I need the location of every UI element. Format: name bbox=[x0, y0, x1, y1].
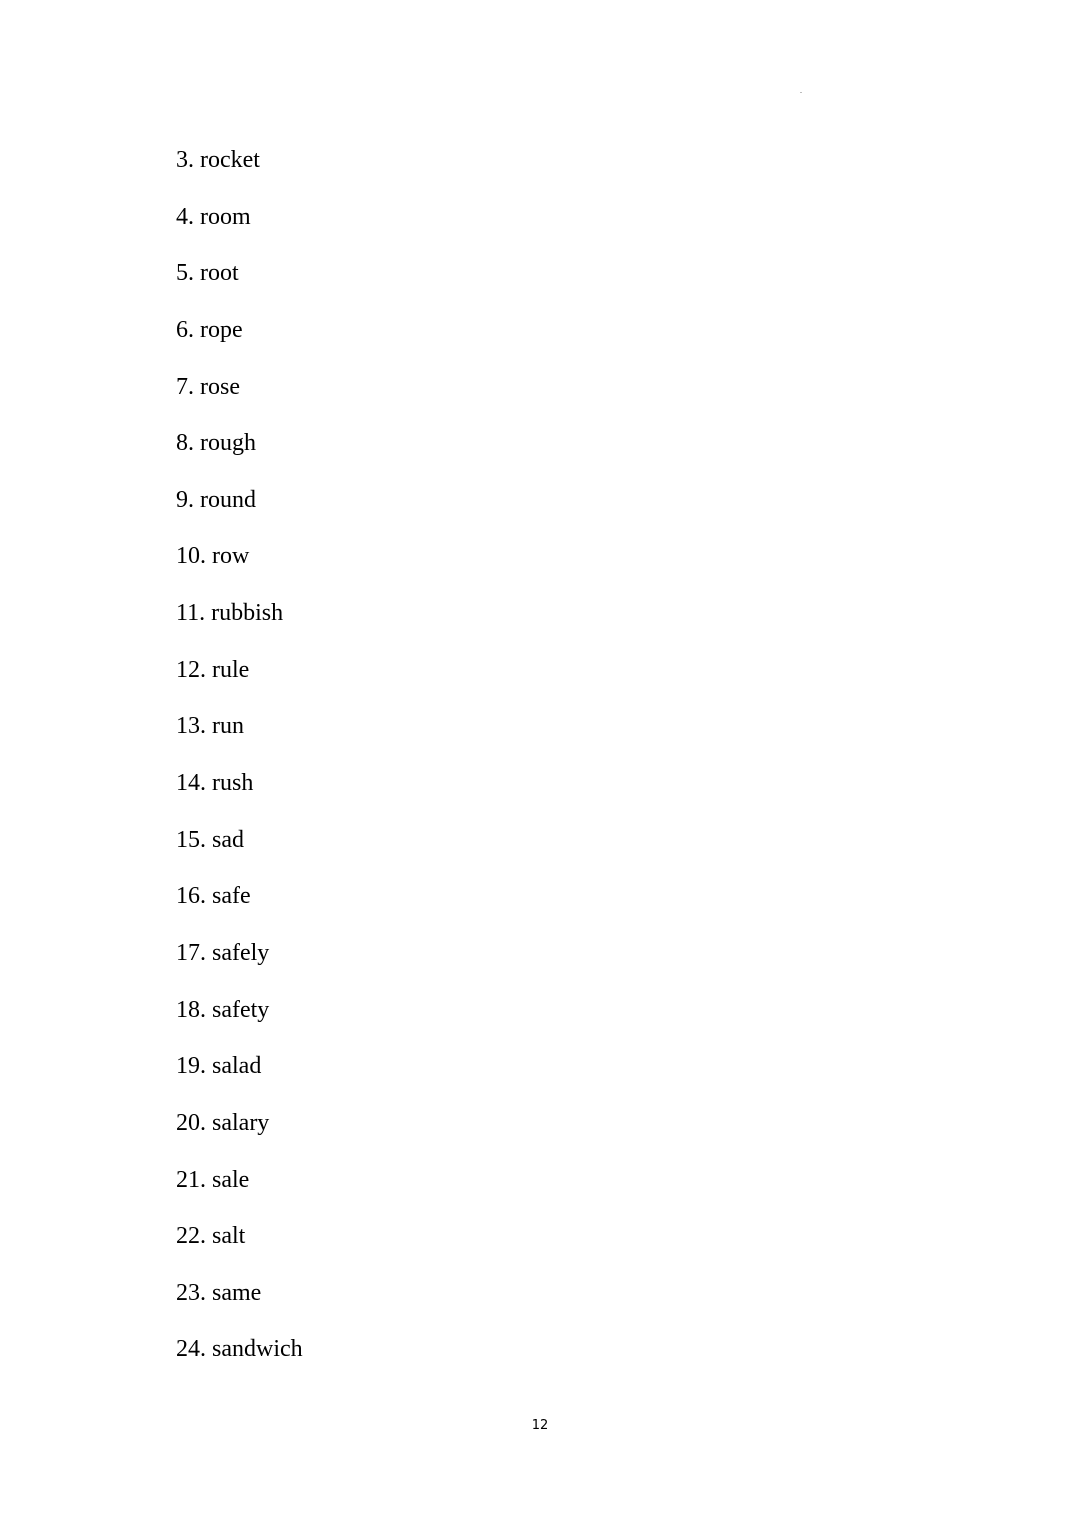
word-list bbox=[176, 141, 303, 1387]
list-item: 6. rope bbox=[176, 316, 243, 343]
list-item: 5. root bbox=[176, 260, 239, 287]
list-item: 17. safely bbox=[176, 939, 270, 966]
list-item: 10. row bbox=[176, 543, 250, 570]
list-item: 20. salary bbox=[176, 1109, 270, 1136]
list-item: 13. run bbox=[176, 713, 244, 740]
list-item: 12. rule bbox=[176, 656, 250, 683]
list-item: 21. sale bbox=[176, 1166, 250, 1193]
list-item: 7. rose bbox=[176, 373, 240, 400]
list-item: 16. safe bbox=[176, 883, 251, 910]
list-item: 11. rubbish bbox=[176, 600, 284, 627]
list-item: 18. safety bbox=[176, 996, 270, 1023]
list-item: 23. same bbox=[176, 1279, 262, 1306]
page-number: 12 bbox=[531, 1418, 549, 1433]
list-item: 24. sandwich bbox=[176, 1336, 303, 1363]
list-item: 3. rocket bbox=[176, 147, 260, 173]
list-item: 4. room bbox=[176, 203, 251, 230]
list-item: 19. salad bbox=[176, 1053, 262, 1080]
list-item: 14. rush bbox=[176, 770, 254, 797]
list-item: 9. round bbox=[176, 486, 256, 513]
list-item: 15. sad bbox=[176, 826, 244, 853]
list-item: 22. salt bbox=[176, 1223, 246, 1250]
list-item: 8. rough bbox=[176, 430, 256, 457]
scan-speck bbox=[800, 92, 802, 93]
